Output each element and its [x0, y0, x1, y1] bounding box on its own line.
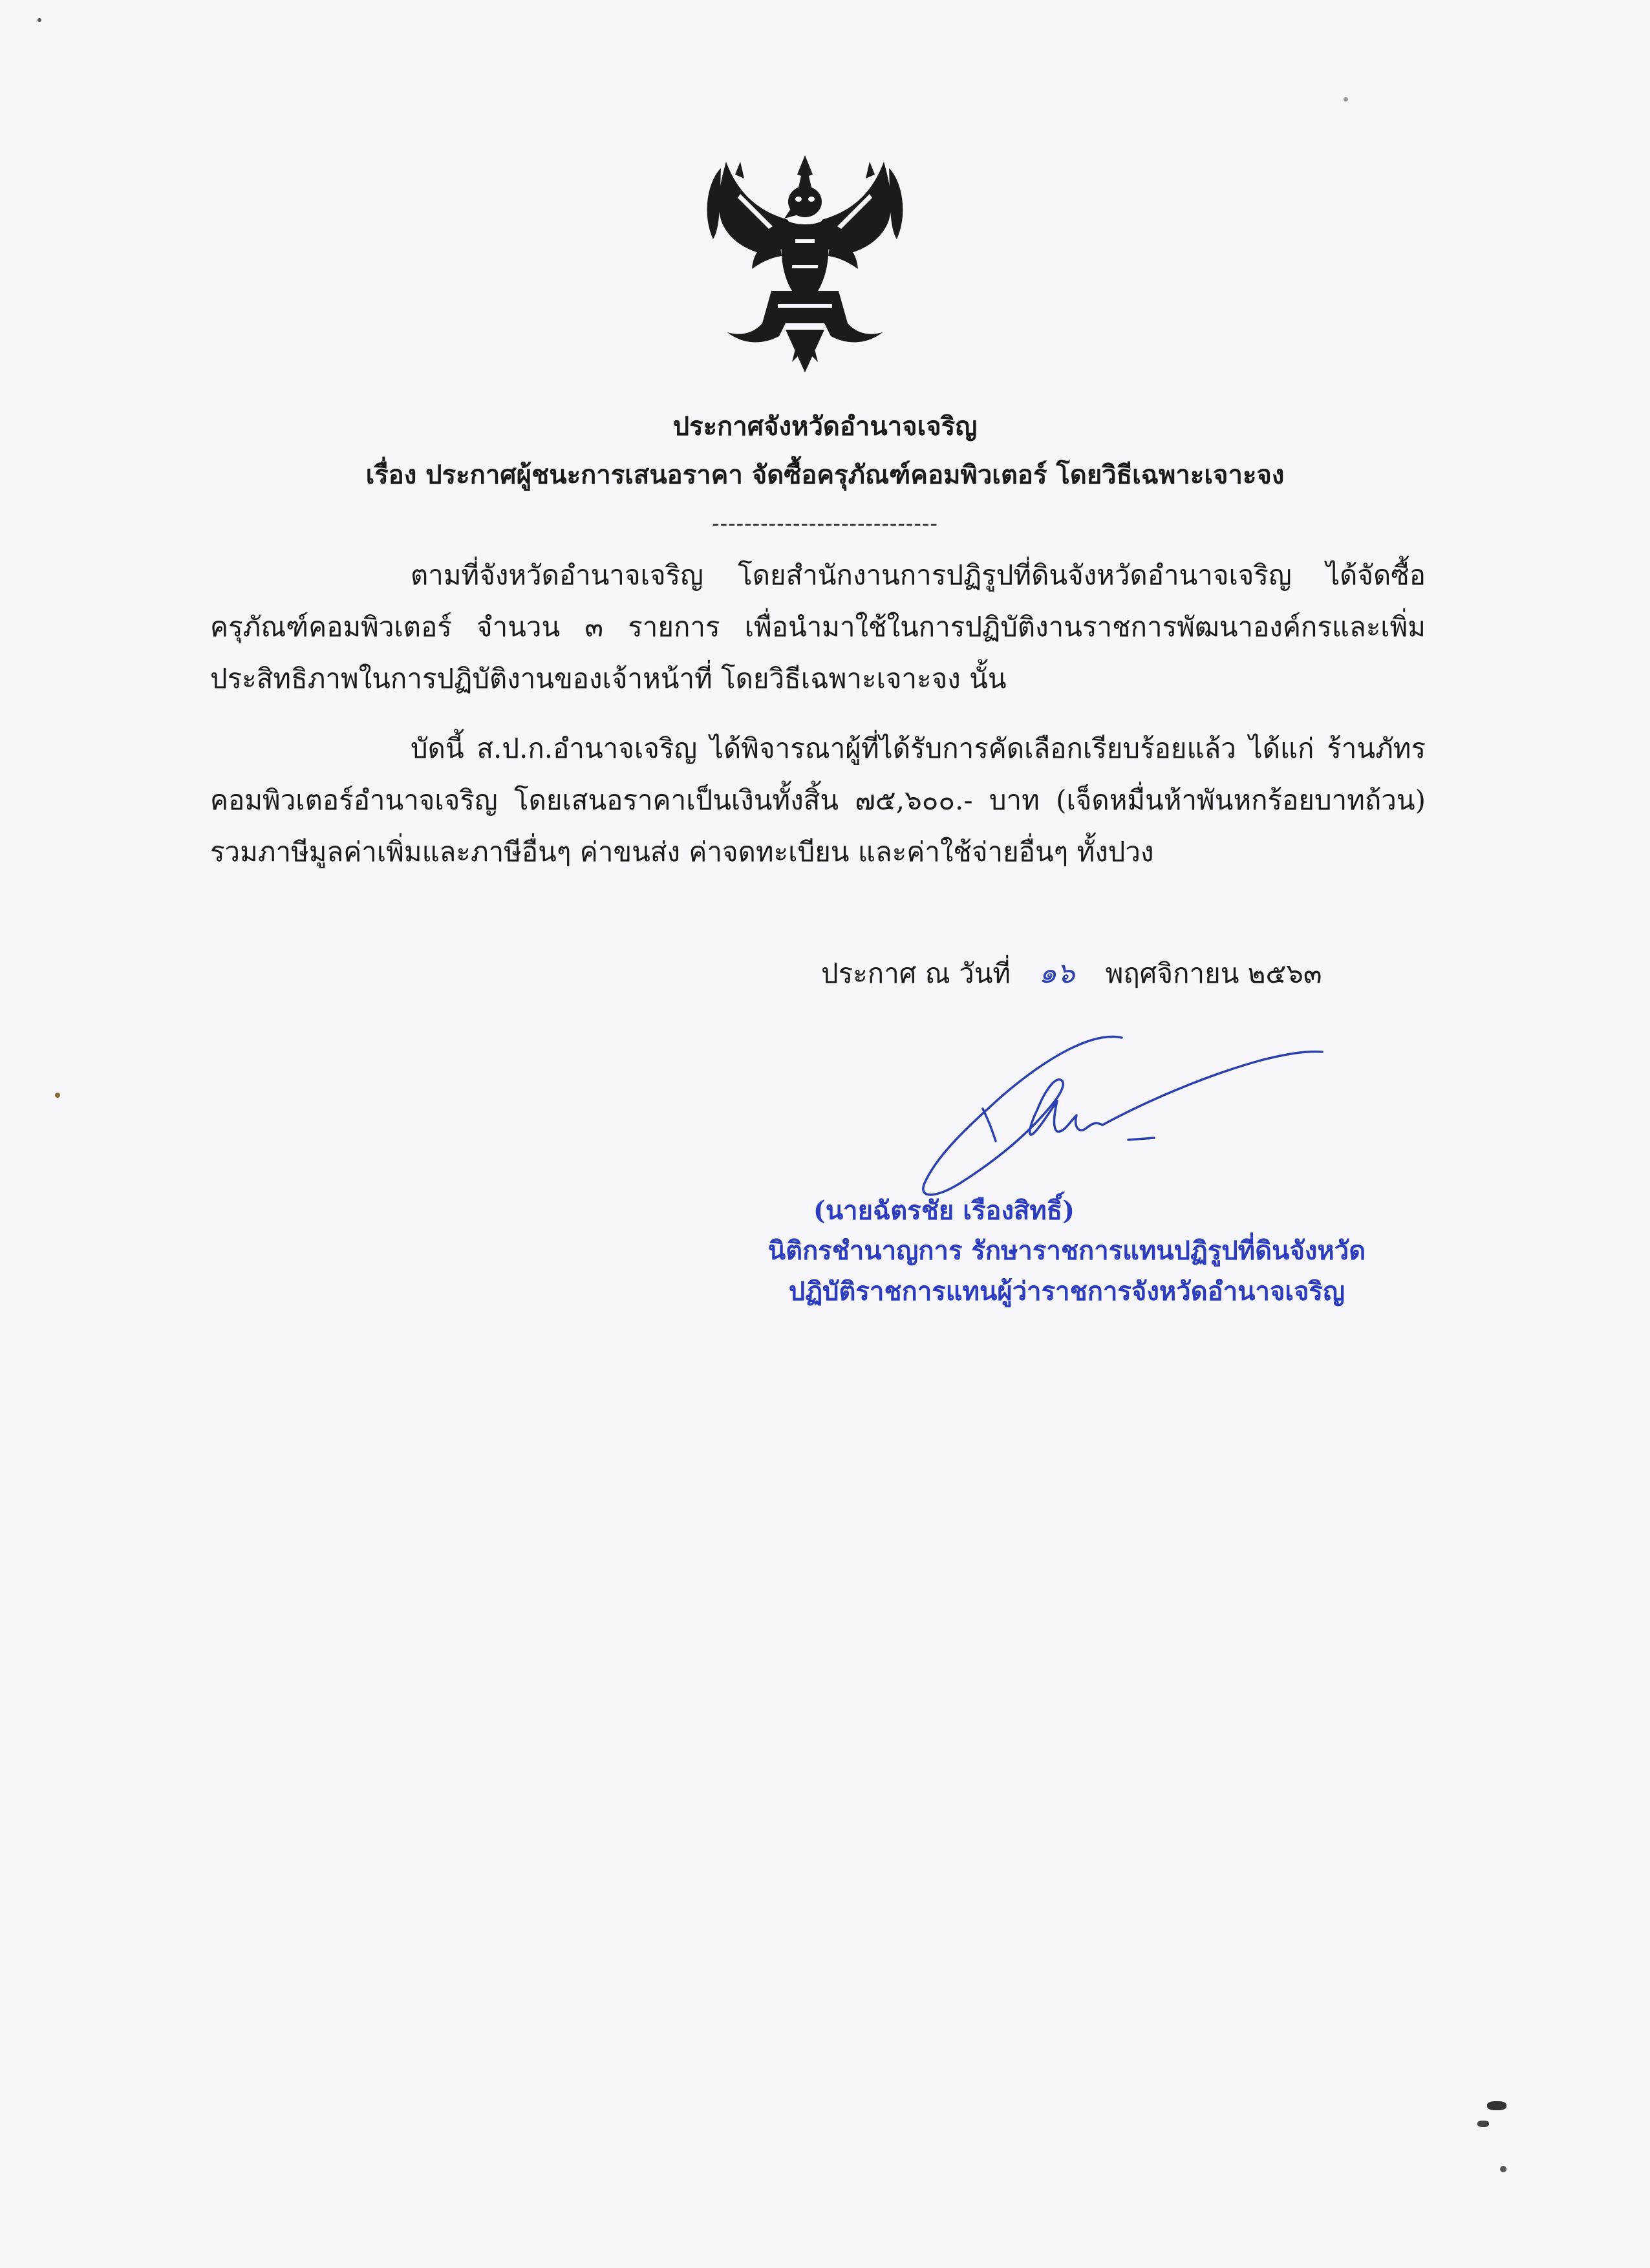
announcement-date	[821, 950, 1322, 996]
signatory-position-line-2: ปฏิบัติราชการแทนผู้ว่าราชการจังหวัดอำนาจเจริญ	[788, 1276, 1345, 1307]
scan-speck	[1487, 2101, 1506, 2110]
scan-speck	[55, 1093, 60, 1098]
scan-speck	[1477, 2121, 1489, 2127]
title-divider: ----------------------------	[712, 511, 938, 537]
paragraph-line: บัดนี้ ส.ป.ก.อำนาจเจริญ ได้พิจารณาผู้ที่ได้รับการคัดเลือกเรียบร้อยแล้ว ได้แก่ ร้านภัทร	[411, 733, 1426, 764]
paragraph-line: ประสิทธิภาพในการปฏิบัติงานของเจ้าหน้าที่ โดยวิธีเฉพาะเจาะจง นั้น	[210, 663, 1007, 694]
paragraph-line: ครุภัณฑ์คอมพิวเตอร์ จำนวน ๓ รายการ เพื่อนำมาใช้ในการปฏิบัติงานราชการพัฒนาองค์กรและเพิ่ม	[210, 611, 1426, 643]
date-prefix: ประกาศ ณ วันที่	[821, 957, 1011, 989]
scan-speck	[1500, 2166, 1506, 2172]
scan-speck	[1344, 97, 1348, 102]
paragraph-line: ตามที่จังหวัดอำนาจเจริญ โดยสำนักงานการปฏิรูปที่ดินจังหวัดอำนาจเจริญ ได้จัดซื้อ	[411, 559, 1426, 591]
body-paragraph-2	[210, 723, 1426, 878]
signatory-name: (นายฉัตรชัย เรืองสิทธิ์)	[813, 1195, 1075, 1226]
paragraph-line: รวมภาษีมูลค่าเพิ่มและภาษีอื่นๆ ค่าขนส่ง ค่าจดทะเบียน และค่าใช้จ่ายอื่นๆ ทั้งปวง	[210, 836, 1154, 868]
scan-speck	[38, 18, 41, 22]
garuda-emblem-icon	[702, 142, 908, 375]
document-title: ประกาศจังหวัดอำนาจเจริญ	[672, 411, 978, 442]
date-month-year: พฤศจิกายน ๒๕๖๓	[1105, 957, 1322, 989]
paragraph-line: คอมพิวเตอร์อำนาจเจริญ โดยเสนอราคาเป็นเงินทั้งสิ้น ๗๕,๖๐๐.- บาท (เจ็ดหมื่นห้าพันหกร้อยบาทถ้วน)	[210, 784, 1426, 816]
signatory-position-line-1: นิติกรชำนาญการ รักษาราชการแทนปฏิรูปที่ดินจังหวัด	[767, 1236, 1366, 1266]
body-paragraph-1	[210, 550, 1426, 705]
document-subject: เรื่อง ประกาศผู้ชนะการเสนอราคา จัดซื้อครุภัณฑ์คอมพิวเตอร์ โดยวิธีเฉพาะเจาะจง	[365, 460, 1285, 490]
date-day-handwritten: ๑๖	[1038, 957, 1075, 990]
